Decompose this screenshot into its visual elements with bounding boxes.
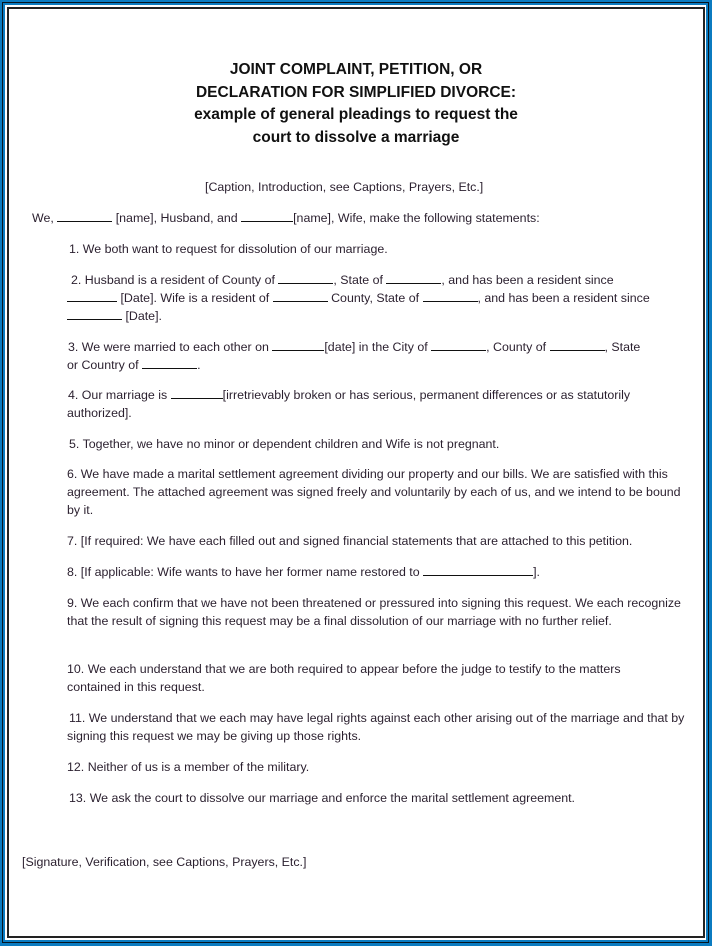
intro-wife: [name], Wife, make the following statements:	[293, 211, 540, 225]
wife-state-blank[interactable]	[423, 290, 478, 302]
statement-text: Together, we have no minor or dependent children and Wife is not pregnant.	[82, 437, 500, 451]
wife-date-blank[interactable]	[67, 308, 122, 320]
statement-1	[69, 240, 388, 258]
statement-text: [irretrievably broken or has serious, permanent differences or as statutorily	[222, 388, 631, 402]
intro-we: We,	[32, 211, 54, 225]
statement-number: 7.	[67, 534, 78, 548]
statement-text: We each confirm that we have not been threatened or pressured into signing this request. We each recognize that the result of signing this request may be a final dissolution of our marriage with no further relief.	[67, 596, 681, 628]
statement-text: .	[197, 358, 201, 372]
marriage-status-blank[interactable]	[171, 387, 223, 399]
title-line-3: example of general pleadings to request the	[194, 106, 518, 123]
husband-county-blank[interactable]	[278, 272, 333, 284]
statement-text: We understand that we each may have legal rights against each other arising out of the marriage and that by signing this request we may be giving up those rights.	[67, 711, 685, 743]
title-line-2: DECLARATION FOR SIMPLIFIED DIVORCE:	[195, 83, 517, 101]
statement-text: We both want to request for dissolution of our marriage.	[82, 242, 388, 256]
caption-note: [Caption, Introduction, see Captions, Prayers, Etc.]	[205, 180, 484, 194]
marriage-city-blank[interactable]	[431, 339, 486, 351]
statement-6	[67, 465, 695, 519]
statement-number: 6.	[67, 467, 78, 481]
statement-number: 13.	[69, 791, 87, 805]
statement-text: Husband is a resident of County of	[84, 273, 275, 287]
document-title	[9, 59, 703, 149]
statement-number: 4.	[68, 388, 79, 402]
marriage-date-blank[interactable]	[272, 339, 324, 351]
statement-number: 1.	[69, 242, 80, 256]
statement-2-line-2	[67, 289, 650, 307]
statement-text: , State of	[333, 273, 383, 287]
statement-number: 12.	[67, 760, 85, 774]
statement-3-line-2	[67, 356, 201, 374]
statement-text: ].	[533, 565, 540, 579]
statement-number: 2.	[71, 273, 82, 287]
statement-text: We ask the court to dissolve our marriage and enforce the marital settlement agreement.	[89, 791, 575, 805]
marriage-county-blank[interactable]	[550, 339, 605, 351]
wife-county-blank[interactable]	[273, 290, 328, 302]
statement-text: , and has been a resident since	[477, 291, 650, 305]
statement-12	[67, 758, 309, 776]
statement-2-line-3	[67, 307, 162, 325]
statement-4-line-1	[68, 386, 630, 404]
statement-text: , County of	[486, 340, 547, 354]
statement-13	[69, 789, 575, 807]
former-name-blank[interactable]	[423, 564, 533, 576]
title-line-4: court to dissolve a marriage	[252, 128, 460, 146]
statement-text: Neither of us is a member of the military.	[87, 760, 310, 774]
statement-11	[67, 709, 695, 745]
husband-name-blank[interactable]	[57, 210, 112, 222]
statement-text: We each understand that we are both required to appear before the judge to testify to the matters contained in this request.	[67, 662, 621, 694]
statement-4-line-2: authorized].	[67, 406, 132, 420]
statement-text: [If applicable: Wife wants to have her former name restored to	[80, 565, 420, 579]
statement-text: [Date].	[125, 309, 162, 323]
marriage-state-blank[interactable]	[142, 357, 197, 369]
husband-date-blank[interactable]	[67, 290, 117, 302]
statement-text: We were married to each other on	[81, 340, 269, 354]
statement-2-line-1	[71, 271, 614, 289]
statement-text: or Country of	[67, 358, 139, 372]
statement-number: 5.	[69, 437, 80, 451]
statement-9	[67, 594, 695, 630]
signature-note: [Signature, Verification, see Captions, Prayers, Etc.]	[22, 855, 307, 869]
statement-text: Our marriage is	[81, 388, 168, 402]
husband-state-blank[interactable]	[386, 272, 441, 284]
statement-10	[67, 660, 677, 696]
statement-text: , and has been a resident since	[441, 273, 614, 287]
statement-5	[69, 435, 499, 453]
statement-3-line-1	[68, 338, 640, 356]
statement-number: 11.	[69, 711, 86, 725]
title-line-1: JOINT COMPLAINT, PETITION, OR	[229, 61, 483, 78]
statement-8	[67, 563, 540, 581]
intro-line	[32, 209, 540, 227]
wife-name-blank[interactable]	[241, 210, 293, 222]
intro-husband: [name], Husband, and	[115, 211, 238, 225]
statement-number: 9.	[67, 596, 78, 610]
statement-text: , State	[604, 340, 641, 354]
statement-text: [If required: We have each filled out and signed financial statements that are attached to this petition.	[80, 534, 633, 548]
document-page	[9, 9, 703, 936]
statement-number: 10.	[67, 662, 85, 676]
statement-text: [Date]. Wife is a resident of	[120, 291, 270, 305]
statement-text: We have made a marital settlement agreement dividing our property and our bills. We are satisfied with this agreement. The attached agreement was signed freely and voluntarily by each of us, and we intend to be bound by it.	[67, 467, 681, 517]
statement-number: 3.	[68, 340, 79, 354]
statement-7	[67, 532, 632, 550]
statement-number: 8.	[67, 565, 78, 579]
statement-text: County, State of	[331, 291, 420, 305]
statement-text: [date] in the City of	[324, 340, 428, 354]
